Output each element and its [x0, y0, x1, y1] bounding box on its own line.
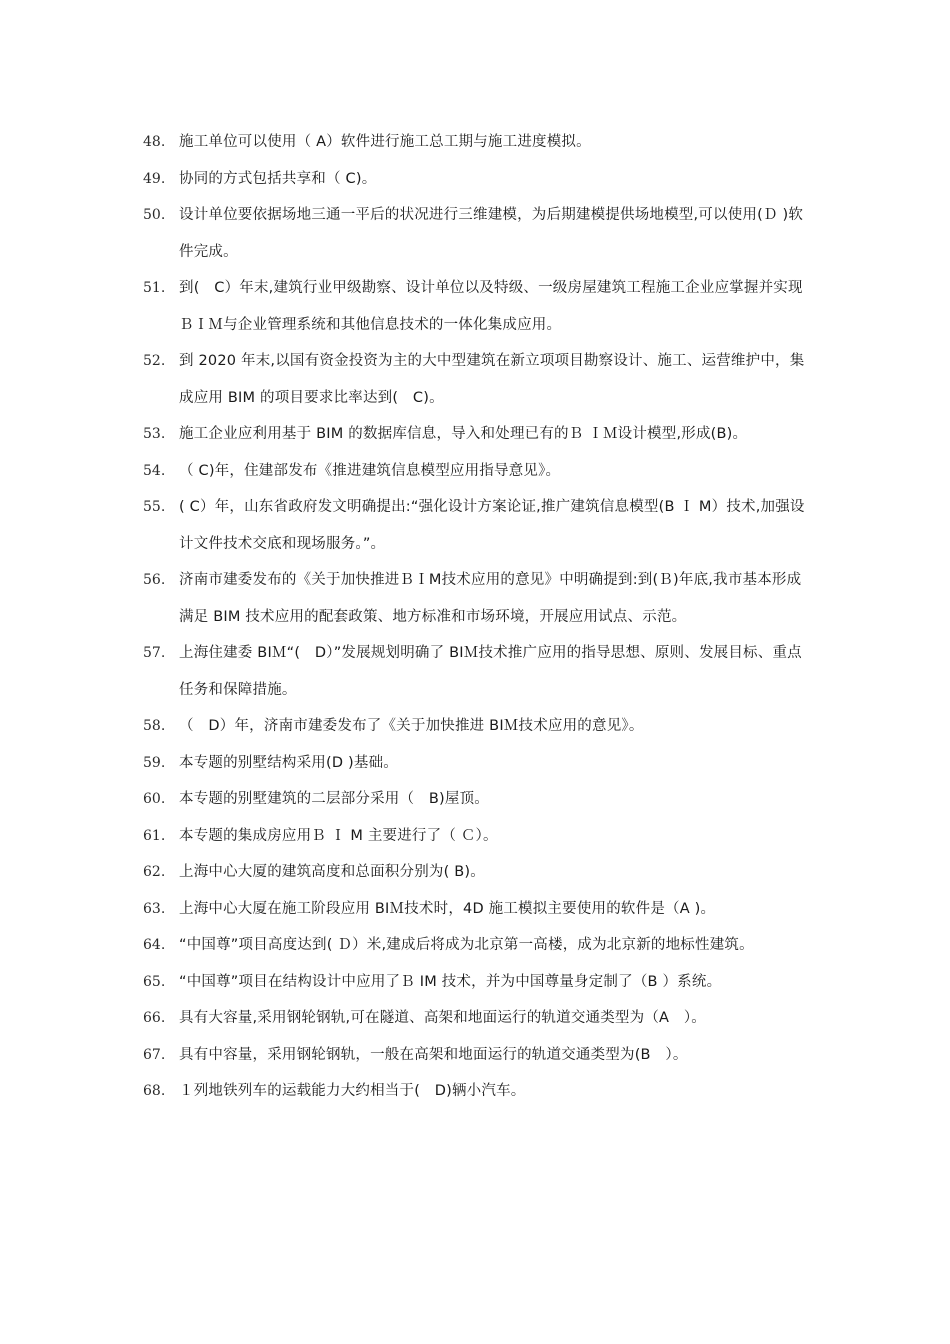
question-item — [143, 489, 815, 562]
question-text: 本专题的别墅建筑的二层部分采用（ B)屋顶。 — [179, 791, 490, 807]
question-number: 63. — [143, 900, 166, 917]
question-item — [143, 1037, 815, 1074]
question-text: 施工单位可以使用（ A）软件进行施工总工期与施工进度模拟。 — [179, 134, 591, 150]
question-item — [143, 161, 815, 198]
question-text: 本专题的别墅结构采用(D )基础。 — [179, 754, 398, 771]
question-number: 56. — [143, 572, 166, 588]
question-item — [143, 1000, 815, 1037]
question-text: “中国尊”项目在结构设计中应用了Ｂ IM 技术，并为中国尊量身定制了（B ）系统。 — [179, 973, 722, 990]
question-item — [143, 891, 815, 928]
question-text: （ D）年，济南市建委发布了《关于加快推进 BIＭ技术应用的意见》。 — [179, 718, 644, 734]
question-text: １列地铁列车的运载能力大约相当于( D)辆小汽车。 — [179, 1083, 526, 1099]
question-number: 66. — [143, 1010, 166, 1026]
question-number: 64. — [143, 937, 166, 953]
question-text: 上海中心大厦的建筑高度和总面积分别为( B)。 — [179, 864, 485, 880]
question-number: 53. — [143, 426, 166, 442]
question-text: 到 2020 年末,以国有资金投资为主的大中型建筑在新立项项目勘察设计、施工、运营维护中，集成应用 BIM 的项目要求比率达到( C)。 — [179, 353, 805, 406]
question-number: 48. — [143, 134, 166, 150]
question-item — [143, 124, 815, 161]
question-number: 59. — [143, 754, 166, 771]
question-item — [143, 964, 815, 1001]
question-number: 51. — [143, 280, 166, 296]
question-text: 到( C）年末,建筑行业甲级勘察、设计单位以及特级、一级房屋建筑工程施工企业应掌握并实现ＢＩＭ与企业管理系统和其他信息技术的一体化集成应用。 — [179, 280, 803, 333]
question-number: 49. — [143, 170, 166, 187]
question-text: （ C)年，住建部发布《推进建筑信息模型应用指导意见》。 — [179, 462, 561, 479]
question-text: 具有中容量，采用钢轮钢轨，一般在高架和地面运行的轨道交通类型为(B ）。 — [179, 1046, 688, 1063]
question-text: “中国尊”项目高度达到( Ｄ）米,建成后将成为北京第一高楼，成为北京新的地标性建筑。 — [179, 937, 754, 953]
question-number: 68. — [143, 1083, 166, 1099]
question-item — [143, 562, 815, 635]
question-number: 62. — [143, 864, 166, 880]
question-item — [143, 416, 815, 453]
question-item — [143, 635, 815, 708]
question-text: ( C）年，山东省政府发文明确提出:“强化设计方案论证,推广建筑信息模型(B Ｉ M）技术,加强设计文件技术交底和现场服务。”。 — [179, 499, 805, 552]
question-text: 上海住建委 BIＭ“( D）”发展规划明确了 BIＭ技术推广应用的指导思想、原则、发展目标、重点任务和保障措施。 — [179, 645, 802, 698]
question-number: 50. — [143, 207, 166, 223]
question-number: 65. — [143, 973, 166, 990]
question-text: 施工企业应利用基于 BIM 的数据库信息，导入和处理已有的Ｂ ＩＭ设计模型,形成(B)。 — [179, 426, 748, 442]
question-text: 济南市建委发布的《关于加快推进ＢＩM技术应用的意见》中明确提到:到(Ｂ)年底,我市基本形成满足 BIM 技术应用的配套政策、地方标准和市场环境，开展应用试点、示范。 — [179, 572, 802, 625]
question-item — [143, 1073, 815, 1110]
question-item — [143, 708, 815, 745]
question-number: 52. — [143, 353, 166, 369]
question-item — [143, 343, 815, 416]
question-number: 67. — [143, 1046, 166, 1063]
question-number: 60. — [143, 791, 166, 807]
question-item — [143, 270, 815, 343]
question-text: 本专题的集成房应用Ｂ Ｉ M 主要进行了（ Ｃ）。 — [179, 827, 498, 844]
question-item — [143, 781, 815, 818]
question-text: 上海中心大厦在施工阶段应用 BIＭ技术时，4D 施工模拟主要使用的软件是（A )。 — [179, 900, 716, 917]
question-text: 协同的方式包括共享和（ C)。 — [179, 170, 377, 187]
question-number: 58. — [143, 718, 166, 734]
question-list — [143, 124, 815, 1110]
question-item — [143, 745, 815, 782]
question-text: 具有大容量,采用钢轮钢轨,可在隧道、高架和地面运行的轨道交通类型为（A ）。 — [179, 1010, 706, 1026]
question-item — [143, 453, 815, 490]
question-item — [143, 854, 815, 891]
question-item — [143, 197, 815, 270]
question-number: 54. — [143, 462, 166, 479]
question-number: 55. — [143, 499, 166, 515]
question-item — [143, 818, 815, 855]
question-item — [143, 927, 815, 964]
question-text: 设计单位要依据场地三通一平后的状况进行三维建模，为后期建模提供场地模型,可以使用(Ｄ )软件完成。 — [179, 207, 804, 260]
question-number: 57. — [143, 645, 166, 661]
question-number: 61. — [143, 827, 166, 844]
